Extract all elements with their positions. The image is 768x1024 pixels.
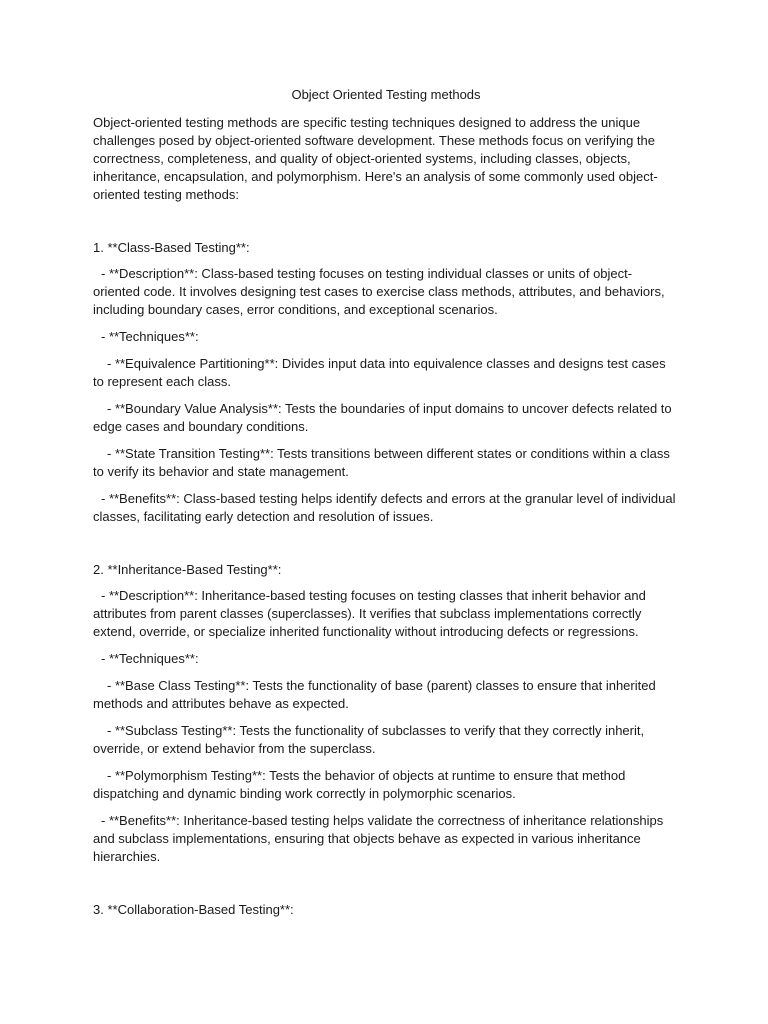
technique-item: - **Base Class Testing**: Tests the functionality of base (parent) classes to ensure that inherited methods and attributes behave as expected. xyxy=(93,678,656,711)
document-page xyxy=(93,86,679,927)
technique-item: - **State Transition Testing**: Tests transitions between different states or conditions within a class to verify its behavior and state management. xyxy=(93,446,670,479)
section-benefits: - **Benefits**: Inheritance-based testing helps validate the correctness of inheritance relationships and subclass implementations, ensuring that objects behave as expected in various inheritance hierarchies. xyxy=(93,813,664,864)
techniques-label: - **Techniques**: xyxy=(101,329,199,344)
section-description: - **Description**: Inheritance-based testing focuses on testing classes that inherit behavior and attributes from parent classes (superclasses). It verifies that subclass implementations correctly extend, override, or specialize inherited functionality without introducing defects or regressions. xyxy=(93,588,646,639)
section-description: - **Description**: Class-based testing focuses on testing individual classes or units of object-oriented code. It involves designing test cases to exercise class methods, attributes, and behaviors, including boundary cases, error conditions, and exceptional scenarios. xyxy=(93,266,665,317)
section-heading: 1. **Class-Based Testing**: xyxy=(93,240,250,255)
section-heading: 3. **Collaboration-Based Testing**: xyxy=(93,902,294,917)
techniques-label: - **Techniques**: xyxy=(101,651,199,666)
section-heading: 2. **Inheritance-Based Testing**: xyxy=(93,562,282,577)
document-title: Object Oriented Testing methods xyxy=(291,87,481,102)
technique-item: - **Boundary Value Analysis**: Tests the boundaries of input domains to uncover defects related to edge cases and boundary conditions. xyxy=(93,401,672,434)
section-benefits: - **Benefits**: Class-based testing helps identify defects and errors at the granular level of individual classes, facilitating early detection and resolution of issues. xyxy=(93,491,676,524)
technique-item: - **Equivalence Partitioning**: Divides input data into equivalence classes and designs test cases to represent each class. xyxy=(93,356,666,389)
technique-item: - **Subclass Testing**: Tests the functionality of subclasses to verify that they correctly inherit, override, or extend behavior from the superclass. xyxy=(93,723,645,756)
technique-item: - **Polymorphism Testing**: Tests the behavior of objects at runtime to ensure that method dispatching and dynamic binding work correctly in polymorphic scenarios. xyxy=(93,768,626,801)
intro-paragraph: Object-oriented testing methods are specific testing techniques designed to address the unique challenges posed by object-oriented software development. These methods focus on verifying the correctness, completeness, and quality of object-oriented systems, including classes, objects, inheritance, encapsulation, and polymorphism. Here's an analysis of some commonly used object-oriented testing methods: xyxy=(93,115,658,202)
